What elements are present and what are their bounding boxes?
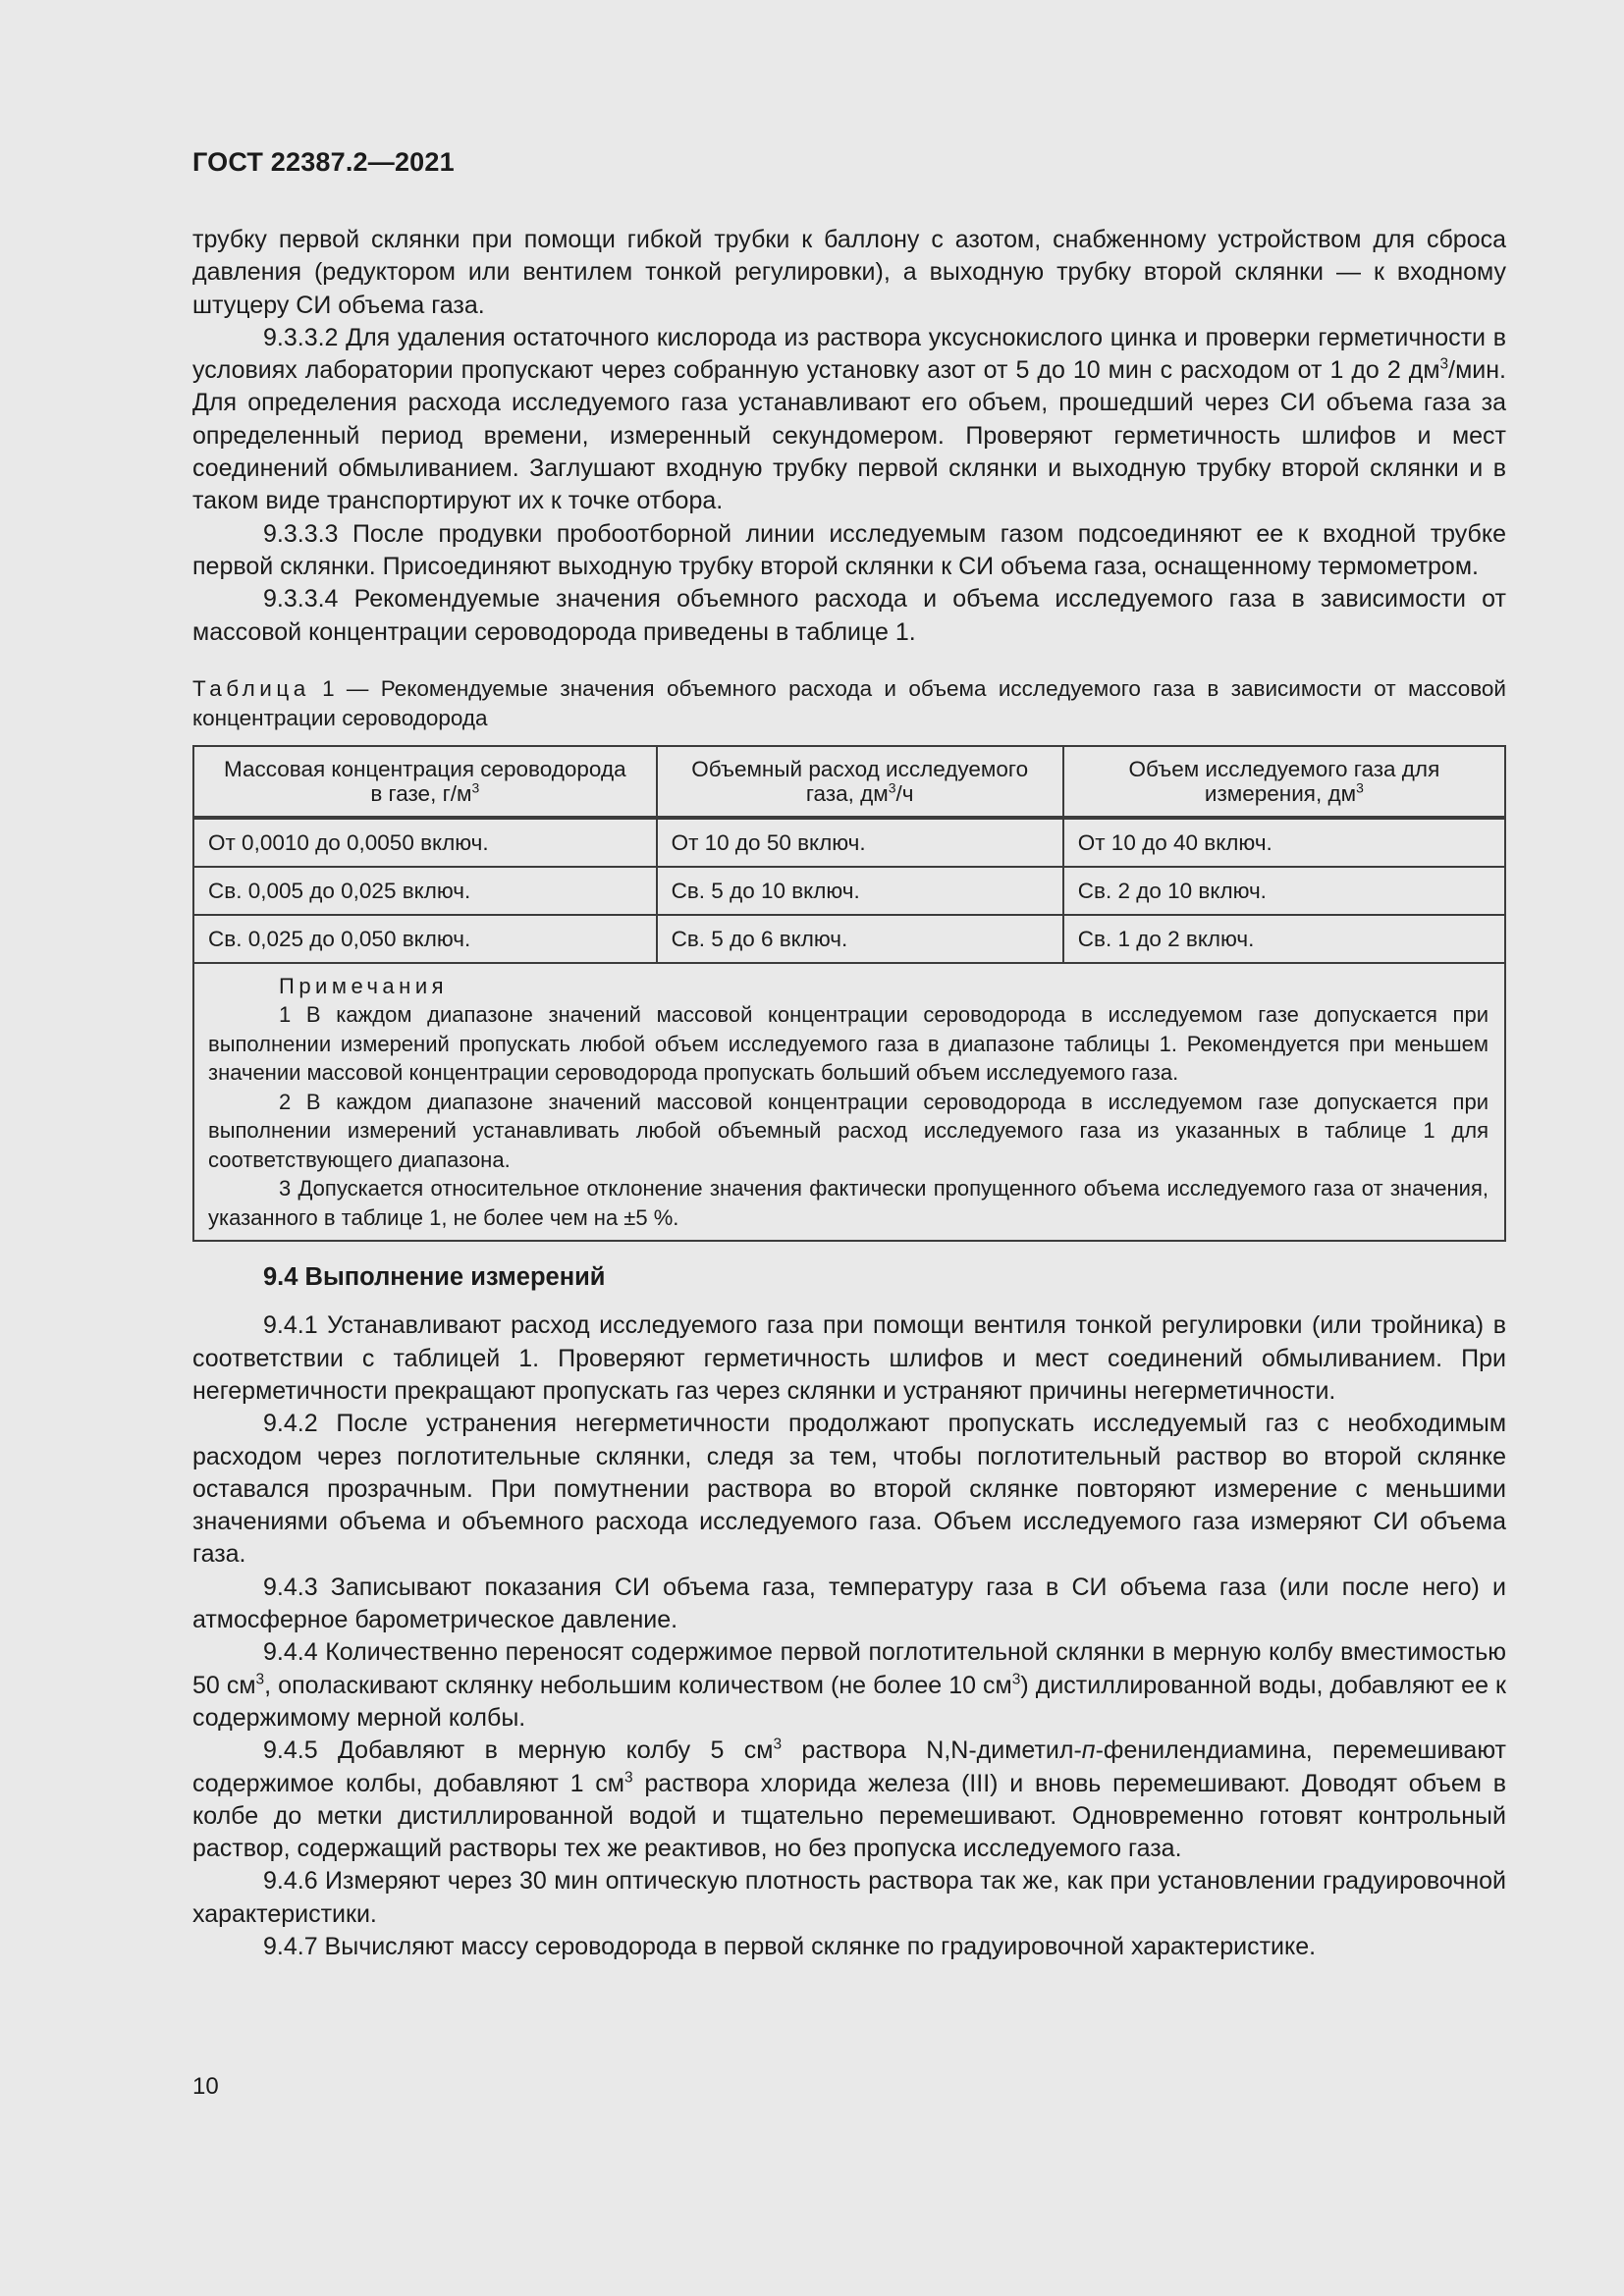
document-body <box>192 224 1506 1963</box>
note-3: 3 Допускается относительное отклонение значения фактически пропущенного объема исследуемого газа от значения, указанного в таблице 1, не более чем на ±5 %. <box>208 1176 1489 1230</box>
header-concentration: Массовая концентрация сероводорода в газе, $г/м^3$ <box>193 746 657 818</box>
paragraph-continuation: трубку первой склянки при помощи гибкой трубки к баллону с азотом, снабженному устройством для сброса давления (редуктором или вентилем тонкой регулировки), а выходную трубку второй склянки — к входному штуцеру СИ объема газа. <box>192 226 1506 319</box>
paragraph-9-4-1: 9.4.1 Устанавливают расход исследуемого газа при помощи вентиля тонкой регулировки (или тройника) в соответствии с таблицей 1. Проверяют герметичность шлифов и мест соединений обмыливанием. При негерметичности прекращают пропускать газ через склянки и устраняют причины негерметичности. <box>192 1311 1506 1405</box>
paragraph-9-4-6: 9.4.6 Измеряют через 30 мин оптическую плотность раствора так же, как при установлении градуировочной характеристики. <box>192 1867 1506 1928</box>
table-cell: Св. 0,025 до 0,050 включ. <box>193 915 657 963</box>
header-flow-rate: Объемный расход исследуемого газа, $дм^3/ч$ <box>657 746 1063 818</box>
note-2: 2 В каждом диапазоне значений массовой концентрации сероводорода в исследуемом газе допускается при выполнении измерений устанавливать любой объемный расход исследуемого газа из указанных в таблице 1 для соответствующего диапазона. <box>208 1089 1489 1172</box>
table-cell: От 10 до 50 включ. <box>657 818 1063 867</box>
page-number: 10 <box>192 2073 219 2100</box>
table-cell: Св. 2 до 10 включ. <box>1063 867 1505 915</box>
table-row <box>193 818 1505 867</box>
note-1: 1 В каждом диапазоне значений массовой концентрации сероводорода в исследуемом газе допускается при выполнении измерений пропускать любой объем исследуемого газа в диапазоне таблицы 1. Рекомендуется при меньшем значении массовой концентрации сероводорода пропускать больший объем исследуемого газа. <box>208 1002 1489 1086</box>
notes-title: Примечания <box>279 973 449 998</box>
paragraph-9-4-5: 9.4.5 Добавляют в мерную колбу 5 $см^3$ раствора N,N-диметил-п-фенилендиамина, перемешивают содержимое колбы, добавляют 1 $см^3$ раствора хлорида железа (III) и вновь перемешивают. Доводят объем в колбе до метки дистиллированной водой и тщательно перемешивают. Одновременно готовят контрольный раствор, содержащий растворы тех же реактивов, но без пропуска исследуемого газа. <box>192 1735 1506 1863</box>
section-heading: 9.4 Выполнение измерений <box>263 1263 606 1292</box>
paragraph-9-3-3-4: 9.3.3.4 Рекомендуемые значения объемного расхода и объема исследуемого газа в зависимости от массовой концентрации сероводорода приведены в таблице 1. <box>192 585 1506 646</box>
paragraph-9-4-2: 9.4.2 После устранения негерметичности продолжают пропускать исследуемый газ с необходимым расходом через поглотительные склянки, следя за тем, чтобы поглотительный раствор во второй склянке оставался прозрачным. При помутнении раствора во второй склянке повторяют измерение с меньшими значениями объема и объемного расхода исследуемого газа. Объем исследуемого газа измеряют СИ объема газа. <box>192 1410 1506 1569</box>
table-notes-row <box>193 963 1505 1242</box>
paragraph-9-4-7: 9.4.7 Вычисляют массу сероводорода в первой склянке по градуировочной характеристике. <box>263 1933 1317 1960</box>
paragraph-9-3-3-3: 9.3.3.3 После продувки пробоотборной линии исследуемым газом подсоединяют ее к входной трубке первой склянки. Присоединяют выходную трубку второй склянки к СИ объема газа, оснащенному термометром. <box>192 519 1506 580</box>
table-notes <box>193 963 1505 1242</box>
table-header-row <box>193 746 1505 818</box>
document-id: ГОСТ 22387.2—2021 <box>192 147 455 177</box>
paragraph-9-4-4: 9.4.4 Количественно переносят содержимое первой поглотительной склянки в мерную колбу вместимостью 50 $см^3$, ополаскивают склянку небольшим количеством (не более 10 $см^3$) дистиллированной воды, добавляют ее к содержимому мерной колбы. <box>192 1638 1506 1732</box>
table-cell: От 0,0010 до 0,0050 включ. <box>193 818 657 867</box>
paragraph-9-4-3: 9.4.3 Записывают показания СИ объема газа, температуру газа в СИ объема газа (или после него) и атмосферное барометрическое давление. <box>192 1573 1506 1634</box>
table-row <box>193 915 1505 963</box>
table-cell: От 10 до 40 включ. <box>1063 818 1505 867</box>
table-cell: Св. 5 до 10 включ. <box>657 867 1063 915</box>
table-row <box>193 867 1505 915</box>
table-cell: Св. 1 до 2 включ. <box>1063 915 1505 963</box>
table-cell: Св. 5 до 6 включ. <box>657 915 1063 963</box>
paragraph-9-3-3-2: 9.3.3.2 Для удаления остаточного кислорода из раствора уксуснокислого цинка и проверки герметичности в условиях лаборатории пропускают через собранную установку азот от 5 до 10 мин с расходом от 1 до 2 $дм^3$/мин. Для определения расхода исследуемого газа устанавливают его объем, прошедший через СИ объема газа за определенный период времени, измеренный секундомером. Проверяют герметичность шлифов и мест соединений обмыливанием. Заглушают входную трубку первой склянки и выходную трубку второй склянки и в таком виде транспортируют их к точке отбора. <box>192 323 1506 515</box>
table-1 <box>192 745 1506 1243</box>
header-volume: Объем исследуемого газа для измерения, $дм^3$ <box>1063 746 1505 818</box>
table-caption: Таблица 1 — Рекомендуемые значения объемного расхода и объема исследуемого газа в зависимости от массовой концентрации сероводорода <box>192 675 1506 730</box>
table-cell: Св. 0,005 до 0,025 включ. <box>193 867 657 915</box>
